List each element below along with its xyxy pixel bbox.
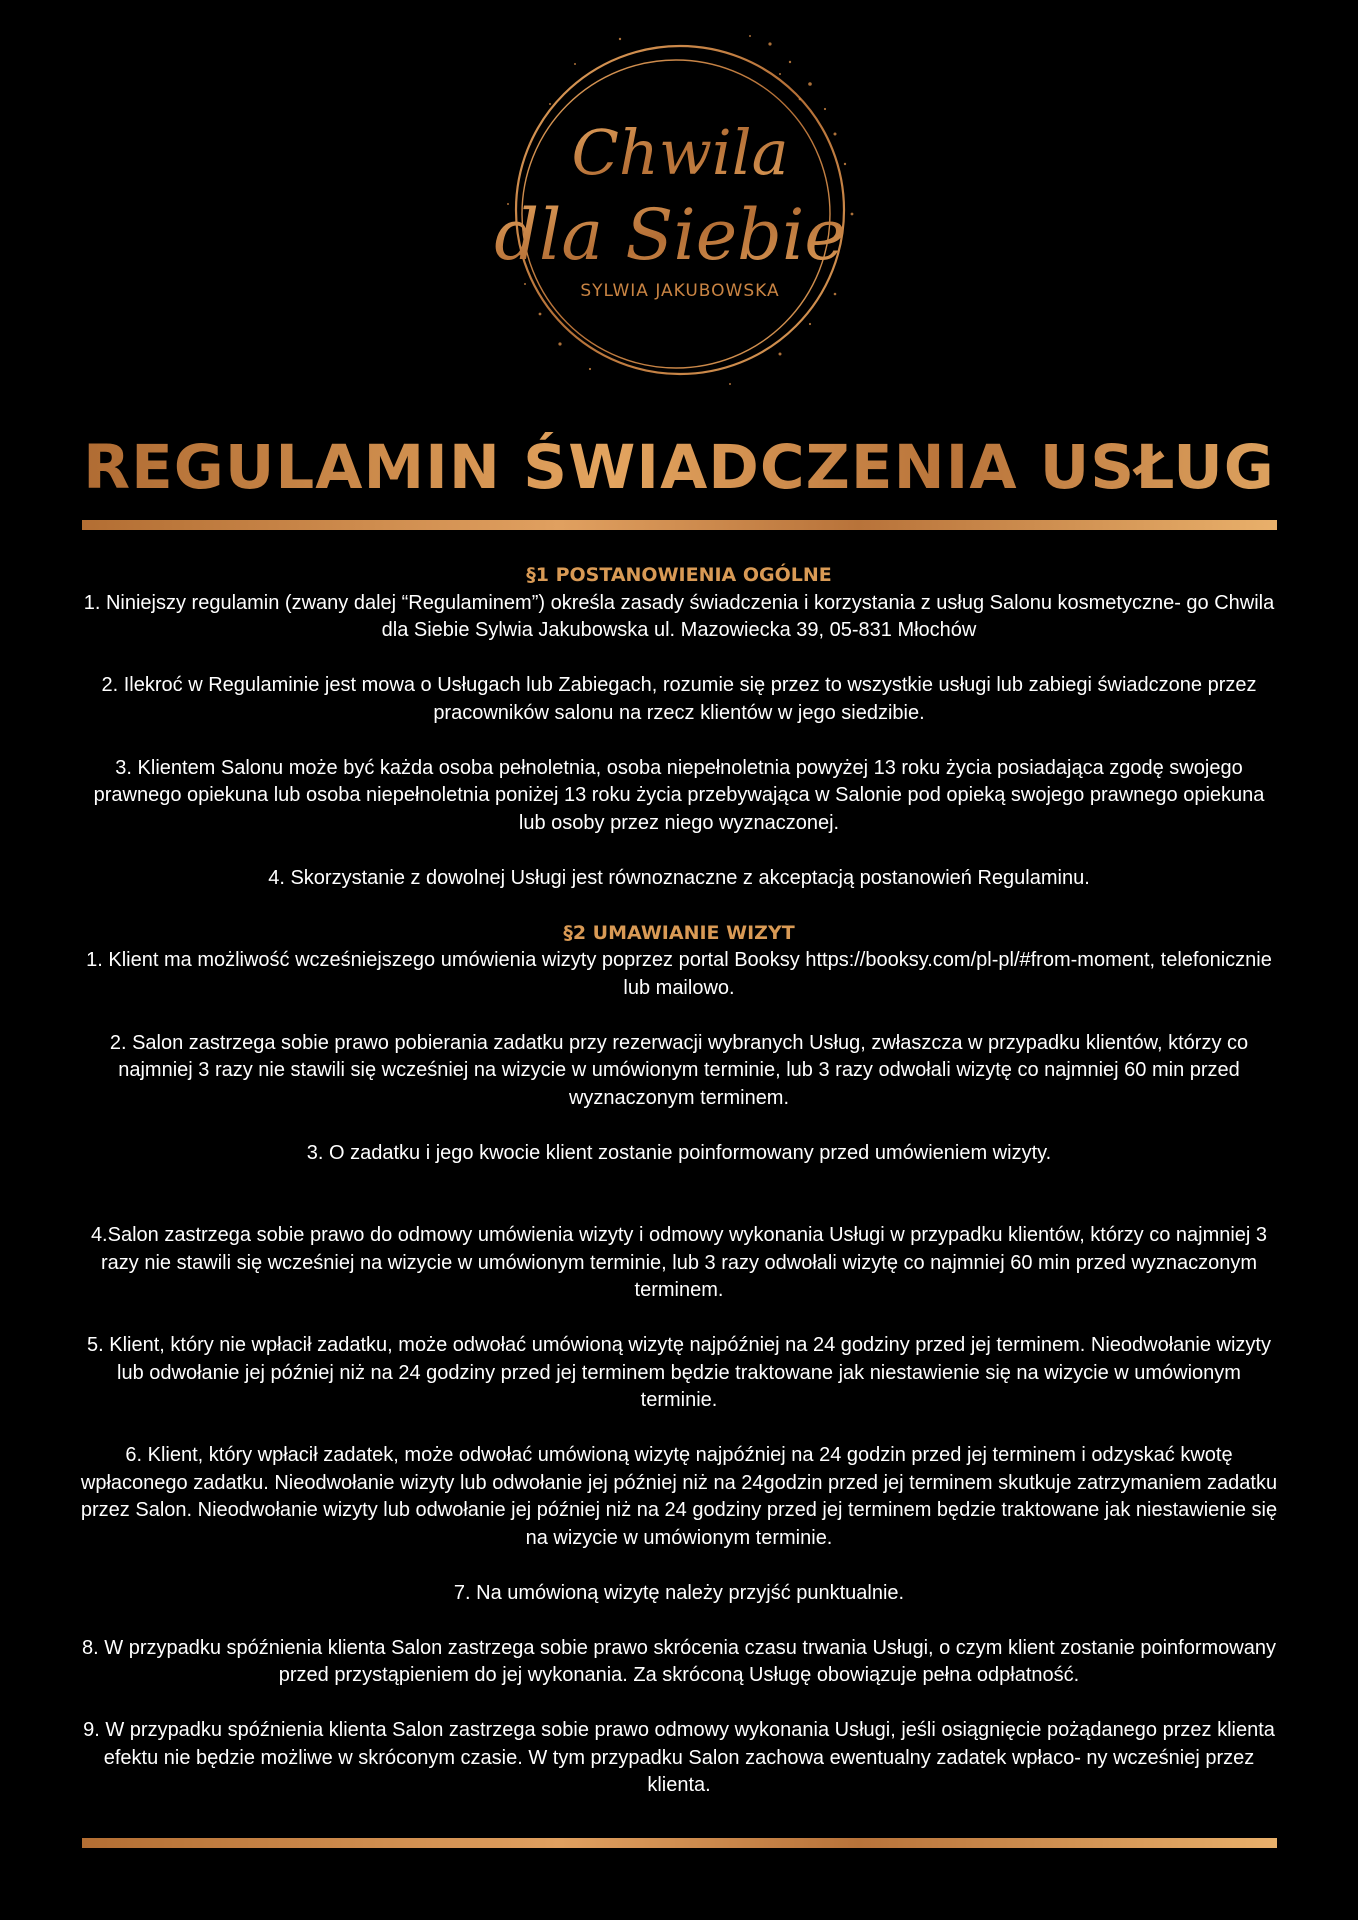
paragraph: 3. Klientem Salonu może być każda osoba pełnoletnia, osoba niepełnoletnia powyżej 13 roku życia posiadająca zgodę swojego prawnego opiekuna lub osoba niepełnoletnia poniżej 13 roku życia przebywająca w Salonie pod opieką swojego prawnego opiekuna lub osoby przez niego wyznaczonej. [93,756,1265,834]
paragraph: 3. O zadatku i jego kwocie klient zostanie poinformowany przed umówieniem wizyty. [306,1141,1052,1164]
paragraph: 9. W przypadku spóźnienia klienta Salon zastrzega sobie prawo odmowy wykonania Usługi, jeśli osiągnięcie pożądanego przez klienta efektu nie będzie możliwe w skróconym czasie. W tym przypadku Salon zachowa ewentualny zadatek wpłaco- ny wcześniej przez klienta. [83,1719,1275,1796]
paragraph: 2. Salon zastrzega sobie prawo pobierania zadatku przy rezerwacji wybranych Usług, zwłaszcza w przypadku klientów, którzy co najmniej 3 razy nie stawili się wcześniej na wizycie w umówionym terminie, lub 3 razy odwołali wizytę co najmniej 60 min przed wyznaczonym terminem. [109,1031,1249,1109]
gold-divider-bottom [82,1838,1277,1848]
gold-divider-top [82,520,1277,530]
paragraph: 4.Salon zastrzega sobie prawo do odmowy umówienia wizyty i odmowy wykonania Usługi w przypadku klientów, którzy co najmniej 3 razy nie stawili się wcześniej na wizycie w umówionym terminie, lub 3 razy odwołali wizytę co najmniej 60 min przed wyznaczonym terminem. [90,1224,1268,1301]
paragraph: 2. Ilekroć w Regulaminie jest mowa o Usługach lub Zabiegach, rozumie się przez to wszystkie usługi lub zabiegi świadczone przez pracowników salonu na rzecz klientów w jego siedzibie. [101,674,1257,724]
logo-line-2: dla Siebie [494,194,846,276]
paragraph: 5. Klient, który nie wpłacił zadatku, może odwołać umówioną wizytę najpóźniej na 24 godziny przed jej terminem. Nieodwołanie wizyty lub odwołanie jej później niż na 24 godziny przed jej terminem będzie traktowane jak niestawienie się na wizycie w umówionym terminie. [87,1334,1271,1411]
logo-line-1: Chwila [571,116,789,189]
logo-subtitle: SYLWIA JAKUBOWSKA [580,281,780,301]
salon-logo [480,14,880,414]
page-title: REGULAMIN ŚWIADCZENIA USŁUG [0,432,1358,504]
section-heading-appointments: §2 UMAWIANIE WIZYT [563,921,795,944]
paragraph: 1. Niniejszy regulamin (zwany dalej “Regulaminem”) określa zasady świadczenia i korzystania z usług Salonu kosmetyczne- go Chwila dla Siebie Sylwia Jakubowska ul. Mazowiecka 39, 05-831 Młochów [83,591,1275,641]
regulations-content [78,562,1280,1800]
paragraph: 1. Klient ma możliwość wcześniejszego umówienia wizyty poprzez portal Booksy https://booksy.com/pl-pl/#from-moment, telefonicznie lub mailowo. [86,949,1272,999]
paragraph: 6. Klient, który wpłacił zadatek, może odwołać umówioną wizytę najpóźniej na 24 godzin przed jej terminem i odzyskać kwotę wpłaconego zadatku. Nieodwołanie wizyty lub odwołanie jej później niż na 24godzin przed jej terminem skutkuje zatrzymaniem zadatku przez Salon. Nieodwołanie wizyty lub odwołanie jej później niż na 24 godziny przed jej terminem będzie traktowane jak niestawienie się na wizycie w umówionym terminie. [80,1444,1278,1549]
paragraph: 7. Na umówioną wizytę należy przyjść punktualnie. [453,1581,905,1604]
paragraph: 4. Skorzystanie z dowolnej Usługi jest równoznaczne z akceptacją postanowień Regulaminu. [268,866,1090,889]
section-heading-general: §1 POSTANOWIENIA OGÓLNE [526,564,832,586]
paragraph: 8. W przypadku spóźnienia klienta Salon zastrzega sobie prawo skrócenia czasu trwania Usługi, o czym klient zostanie poinformowany przed przystąpieniem do jej wykonania. Za skróconą Usługę obowiązuje pełna odpłatność. [82,1636,1276,1686]
